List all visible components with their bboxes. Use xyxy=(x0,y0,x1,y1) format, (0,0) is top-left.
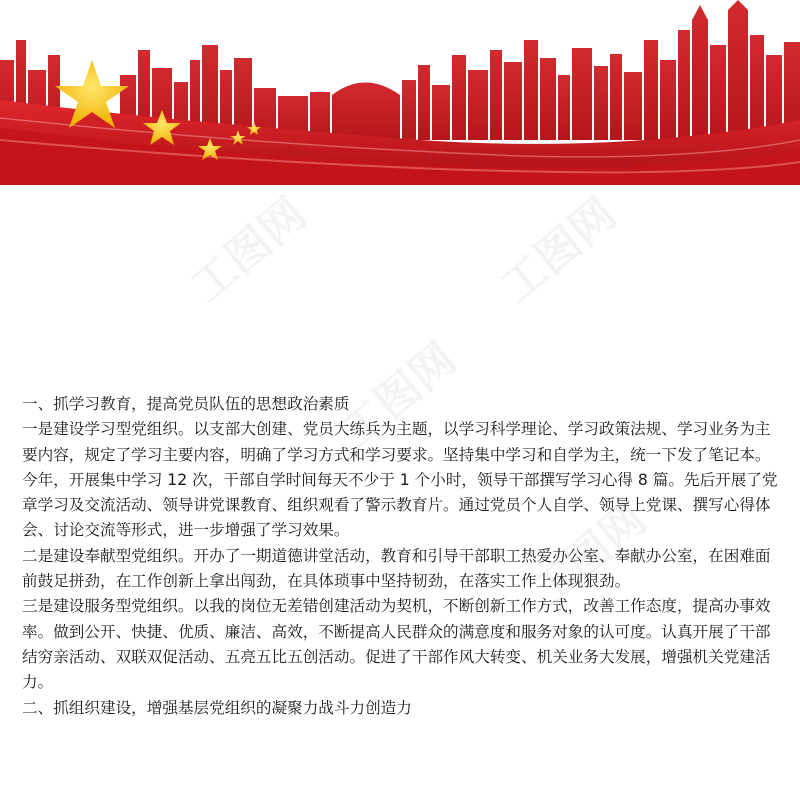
section-heading: 一、抓学习教育，提高党员队伍的思想政治素质 xyxy=(22,395,350,413)
paragraph: 一是建设学习型党组织。以支部大创建、党员大练兵为主题，以学习科学理论、学习政策法规、学习业务为主要内容，规定了学习主要内容，明确了学习方式和学习要求。坚持集中学习和自学为主，统一下发了笔记本。今年，开展集中学习 12 次，干部自学时间每天不少于 1 个小时，领导干部撰写学习心得 8 篇。先后开展了党章学习及交流活动、领导讲党课教育、组织观看了警示教育片。通过党员个人自学、领导上党课、撰写心得体会、讨论交流等形式，进一步增强了学习效果。 xyxy=(22,420,778,540)
document-body xyxy=(22,392,782,721)
section-heading: 二、抓组织建设，增强基层党组织的凝聚力战斗力创造力 xyxy=(22,698,412,717)
watermark-text: 工图网 xyxy=(181,188,316,313)
watermark-text: 工图网 xyxy=(521,493,656,618)
paragraph: 二是建设奉献型党组织。开办了一期道德讲堂活动，教育和引导干部职工热爱办公室、奉献办公室，在困难面前鼓足拼劲，在工作创新上拿出闯劲，在具体琐事中坚持韧劲，在落实工作上体现狠劲。 xyxy=(22,546,771,591)
header-banner xyxy=(0,0,800,185)
watermark-text: 工图网 xyxy=(491,188,626,313)
watermark-text: 工图网 xyxy=(331,333,466,458)
paragraph: 三是建设服务型党组织。以我的岗位无差错创建活动为契机，不断创新工作方式，改善工作态度，提高办事效率。做到公开、快捷、优质、廉洁、高效，不断提高人民群众的满意度和服务对象的认可度。认真开展了干部结穷亲活动、双联双促活动、五亮五比五创活动。促进了干部作风大转变、机关业务大发展，增强机关党建活力。 xyxy=(22,597,771,692)
skyline-banner-graphic xyxy=(0,0,800,185)
